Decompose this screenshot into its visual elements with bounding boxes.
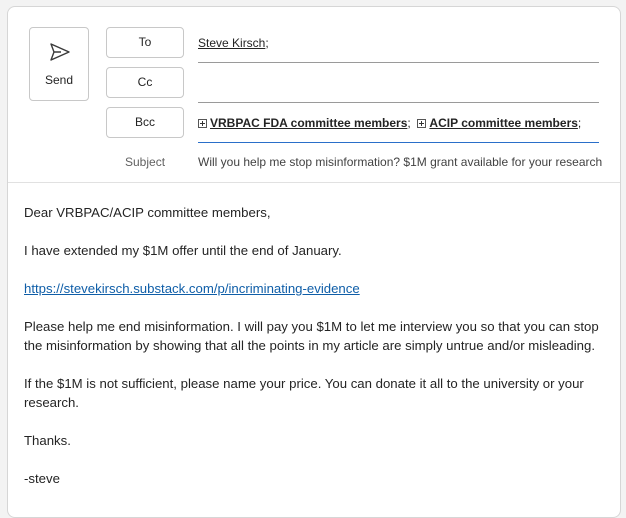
to-recipient-separator: ; — [265, 36, 269, 50]
send-button-label: Send — [44, 73, 74, 87]
bcc-field[interactable] — [198, 116, 581, 130]
to-field-underline — [198, 62, 599, 63]
subject-label: Subject — [125, 155, 166, 169]
bcc-group-acip[interactable]: ACIP committee members — [429, 116, 578, 130]
cc-button[interactable]: Cc — [106, 67, 184, 98]
expand-group-icon[interactable] — [198, 119, 207, 128]
body-link-paragraph — [24, 279, 604, 298]
thanks-line: Thanks. — [24, 433, 71, 448]
body-paragraph-1: I have extended my $1M offer until the end of January. — [24, 243, 342, 258]
bcc-separator-1: ; — [407, 116, 411, 130]
bcc-button[interactable]: Bcc — [106, 107, 184, 138]
subject-input[interactable]: Will you help me stop misinformation? $1M grant available for your research — [198, 155, 603, 169]
signature: -steve — [24, 471, 60, 486]
send-icon — [49, 42, 71, 62]
bcc-field-underline — [198, 142, 599, 143]
body-paragraph-3: If the $1M is not sufficient, please name your price. You can donate it all to the university or your research. — [24, 376, 584, 410]
greeting: Dear VRBPAC/ACIP committee members, — [24, 205, 271, 220]
to-recipient[interactable]: Steve Kirsch — [198, 36, 266, 50]
expand-group-icon[interactable] — [417, 119, 426, 128]
bcc-group-vrbpac[interactable]: VRBPAC FDA committee members — [210, 116, 408, 130]
compose-window — [7, 6, 621, 518]
header-divider — [8, 182, 620, 183]
to-button[interactable]: To — [106, 27, 184, 58]
article-link[interactable]: https://stevekirsch.substack.com/p/incriminating-evidence — [24, 281, 360, 296]
bcc-separator-2: ; — [577, 116, 582, 130]
send-button[interactable] — [29, 27, 89, 101]
to-field[interactable] — [198, 36, 269, 50]
body-paragraph-2: Please help me end misinformation. I will pay you $1M to let me interview you so that you can stop the misinformation by showing that all the points in my article are simply untrue and/or misleading. — [24, 319, 599, 353]
message-body[interactable] — [24, 203, 604, 507]
cc-field-underline[interactable] — [198, 102, 599, 103]
